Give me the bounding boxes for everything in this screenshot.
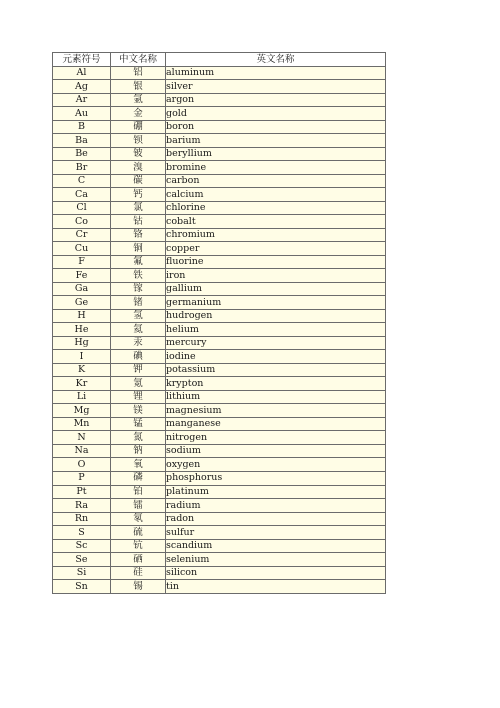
english-name: helium bbox=[166, 323, 386, 337]
element-symbol: Be bbox=[53, 147, 111, 161]
element-symbol: K bbox=[53, 363, 111, 377]
element-symbol: Au bbox=[53, 107, 111, 121]
chinese-name: 铂 bbox=[111, 485, 166, 499]
element-symbol: Hg bbox=[53, 336, 111, 350]
english-name: magnesium bbox=[166, 404, 386, 418]
english-name: radon bbox=[166, 512, 386, 526]
chinese-name: 镓 bbox=[111, 282, 166, 296]
english-name: platinum bbox=[166, 485, 386, 499]
table-row bbox=[53, 147, 386, 161]
chinese-name: 碘 bbox=[111, 350, 166, 364]
element-symbol: C bbox=[53, 174, 111, 188]
chinese-name: 磷 bbox=[111, 471, 166, 485]
english-name: germanium bbox=[166, 296, 386, 310]
table-row bbox=[53, 80, 386, 94]
element-symbol: Li bbox=[53, 390, 111, 404]
element-symbol: Ra bbox=[53, 499, 111, 513]
header-row bbox=[53, 53, 386, 67]
element-names-table bbox=[52, 52, 386, 594]
element-symbol: Ba bbox=[53, 134, 111, 148]
table-row bbox=[53, 390, 386, 404]
chinese-name: 金 bbox=[111, 107, 166, 121]
element-symbol: Ar bbox=[53, 93, 111, 107]
table-row bbox=[53, 377, 386, 391]
table-row bbox=[53, 526, 386, 540]
table-row bbox=[53, 363, 386, 377]
english-name: manganese bbox=[166, 417, 386, 431]
chinese-name: 氧 bbox=[111, 458, 166, 472]
english-name: oxygen bbox=[166, 458, 386, 472]
table-row bbox=[53, 404, 386, 418]
table-row bbox=[53, 309, 386, 323]
english-name: nitrogen bbox=[166, 431, 386, 445]
element-symbol: F bbox=[53, 255, 111, 269]
table-row bbox=[53, 255, 386, 269]
element-symbol: Cr bbox=[53, 228, 111, 242]
english-name: boron bbox=[166, 120, 386, 134]
element-symbol: N bbox=[53, 431, 111, 445]
table-row bbox=[53, 580, 386, 594]
table-row bbox=[53, 553, 386, 567]
chinese-name: 锰 bbox=[111, 417, 166, 431]
element-symbol: Fe bbox=[53, 269, 111, 283]
element-symbol: Al bbox=[53, 66, 111, 80]
chinese-name: 氯 bbox=[111, 201, 166, 215]
chinese-name: 银 bbox=[111, 80, 166, 94]
english-name: beryllium bbox=[166, 147, 386, 161]
element-symbol: Sc bbox=[53, 539, 111, 553]
element-symbol: I bbox=[53, 350, 111, 364]
english-name: selenium bbox=[166, 553, 386, 567]
element-symbol: Pt bbox=[53, 485, 111, 499]
english-name: potassium bbox=[166, 363, 386, 377]
chinese-name: 钾 bbox=[111, 363, 166, 377]
table-row bbox=[53, 471, 386, 485]
chinese-name: 氮 bbox=[111, 431, 166, 445]
table-row bbox=[53, 242, 386, 256]
element-symbol: Na bbox=[53, 444, 111, 458]
table-row bbox=[53, 485, 386, 499]
chinese-name: 硼 bbox=[111, 120, 166, 134]
table-row bbox=[53, 417, 386, 431]
table-row bbox=[53, 174, 386, 188]
table-row bbox=[53, 431, 386, 445]
chinese-name: 钪 bbox=[111, 539, 166, 553]
element-symbol: Ca bbox=[53, 188, 111, 202]
chinese-name: 硫 bbox=[111, 526, 166, 540]
table-row bbox=[53, 566, 386, 580]
table-row bbox=[53, 539, 386, 553]
chinese-name: 铝 bbox=[111, 66, 166, 80]
element-symbol: Cl bbox=[53, 201, 111, 215]
table-row bbox=[53, 296, 386, 310]
chinese-name: 铜 bbox=[111, 242, 166, 256]
chinese-name: 氩 bbox=[111, 93, 166, 107]
chinese-name: 氪 bbox=[111, 377, 166, 391]
element-symbol: Si bbox=[53, 566, 111, 580]
english-name: tin bbox=[166, 580, 386, 594]
chinese-name: 钙 bbox=[111, 188, 166, 202]
chinese-name: 碳 bbox=[111, 174, 166, 188]
chinese-name: 溴 bbox=[111, 161, 166, 175]
chinese-name: 铬 bbox=[111, 228, 166, 242]
chinese-name: 氦 bbox=[111, 323, 166, 337]
element-symbol: Co bbox=[53, 215, 111, 229]
table-row bbox=[53, 269, 386, 283]
english-name: phosphorus bbox=[166, 471, 386, 485]
table-row bbox=[53, 512, 386, 526]
english-name: krypton bbox=[166, 377, 386, 391]
chinese-name: 钡 bbox=[111, 134, 166, 148]
english-name: fluorine bbox=[166, 255, 386, 269]
chinese-name: 钠 bbox=[111, 444, 166, 458]
chinese-name: 氡 bbox=[111, 512, 166, 526]
element-symbol: B bbox=[53, 120, 111, 134]
english-name: carbon bbox=[166, 174, 386, 188]
english-name: barium bbox=[166, 134, 386, 148]
english-name: copper bbox=[166, 242, 386, 256]
table-row bbox=[53, 66, 386, 80]
table-row bbox=[53, 336, 386, 350]
element-symbol: He bbox=[53, 323, 111, 337]
chinese-name: 镭 bbox=[111, 499, 166, 513]
table-row bbox=[53, 215, 386, 229]
english-name: argon bbox=[166, 93, 386, 107]
element-symbol: Kr bbox=[53, 377, 111, 391]
chinese-name: 硅 bbox=[111, 566, 166, 580]
element-symbol: O bbox=[53, 458, 111, 472]
header-symbol: 元素符号 bbox=[53, 53, 111, 67]
table-row bbox=[53, 201, 386, 215]
table-row bbox=[53, 458, 386, 472]
element-symbol: Mn bbox=[53, 417, 111, 431]
english-name: silver bbox=[166, 80, 386, 94]
table-row bbox=[53, 499, 386, 513]
english-name: radium bbox=[166, 499, 386, 513]
table-row bbox=[53, 323, 386, 337]
element-symbol: Br bbox=[53, 161, 111, 175]
chinese-name: 锗 bbox=[111, 296, 166, 310]
chinese-name: 氢 bbox=[111, 309, 166, 323]
table-row bbox=[53, 444, 386, 458]
english-name: cobalt bbox=[166, 215, 386, 229]
english-name: iron bbox=[166, 269, 386, 283]
chinese-name: 铁 bbox=[111, 269, 166, 283]
english-name: lithium bbox=[166, 390, 386, 404]
table-row bbox=[53, 134, 386, 148]
chinese-name: 硒 bbox=[111, 553, 166, 567]
english-name: sodium bbox=[166, 444, 386, 458]
element-symbol: Rn bbox=[53, 512, 111, 526]
chinese-name: 汞 bbox=[111, 336, 166, 350]
table-row bbox=[53, 161, 386, 175]
english-name: bromine bbox=[166, 161, 386, 175]
element-symbol: Ge bbox=[53, 296, 111, 310]
header-english-name: 英文名称 bbox=[166, 53, 386, 67]
chinese-name: 锡 bbox=[111, 580, 166, 594]
chinese-name: 氟 bbox=[111, 255, 166, 269]
element-symbol: Ag bbox=[53, 80, 111, 94]
table-row bbox=[53, 107, 386, 121]
english-name: chromium bbox=[166, 228, 386, 242]
table-row bbox=[53, 282, 386, 296]
english-name: iodine bbox=[166, 350, 386, 364]
chinese-name: 锂 bbox=[111, 390, 166, 404]
english-name: gallium bbox=[166, 282, 386, 296]
element-symbol: H bbox=[53, 309, 111, 323]
header-chinese-name: 中文名称 bbox=[111, 53, 166, 67]
element-symbol: P bbox=[53, 471, 111, 485]
element-symbol: Cu bbox=[53, 242, 111, 256]
table-row bbox=[53, 350, 386, 364]
english-name: mercury bbox=[166, 336, 386, 350]
element-symbol: Mg bbox=[53, 404, 111, 418]
table-body bbox=[53, 66, 386, 593]
chinese-name: 钴 bbox=[111, 215, 166, 229]
table-row bbox=[53, 93, 386, 107]
table-header bbox=[53, 53, 386, 67]
english-name: aluminum bbox=[166, 66, 386, 80]
english-name: chlorine bbox=[166, 201, 386, 215]
table-row bbox=[53, 228, 386, 242]
chinese-name: 铍 bbox=[111, 147, 166, 161]
element-symbol: S bbox=[53, 526, 111, 540]
element-symbol: Ga bbox=[53, 282, 111, 296]
element-symbol: Se bbox=[53, 553, 111, 567]
table-row bbox=[53, 188, 386, 202]
table-row bbox=[53, 120, 386, 134]
english-name: scandium bbox=[166, 539, 386, 553]
english-name: sulfur bbox=[166, 526, 386, 540]
chinese-name: 镁 bbox=[111, 404, 166, 418]
english-name: hudrogen bbox=[166, 309, 386, 323]
english-name: calcium bbox=[166, 188, 386, 202]
english-name: gold bbox=[166, 107, 386, 121]
english-name: silicon bbox=[166, 566, 386, 580]
element-symbol: Sn bbox=[53, 580, 111, 594]
